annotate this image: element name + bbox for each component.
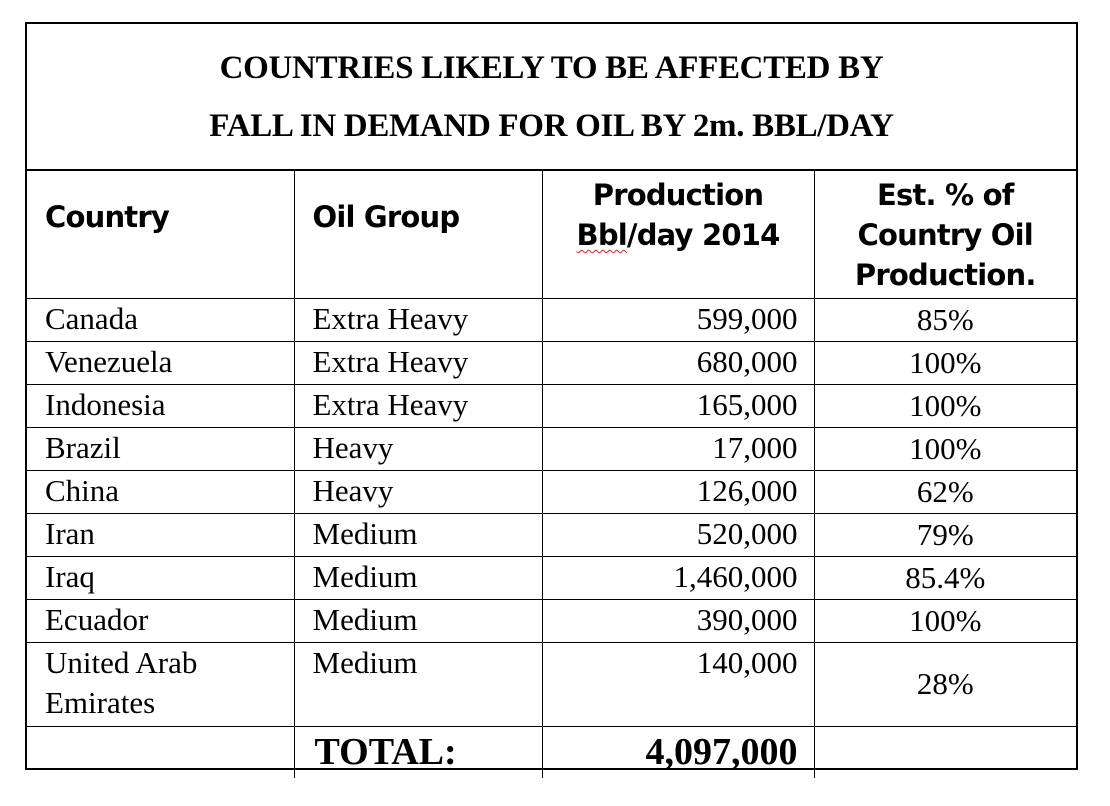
country-cell: Brazil xyxy=(27,427,294,470)
pct-cell: 100% xyxy=(814,599,1076,642)
title-line-2: FALL IN DEMAND FOR OIL BY 2m. BBL/DAY xyxy=(209,107,894,144)
pct-cell: 79% xyxy=(814,513,1076,556)
header-oil-group: Oil Group xyxy=(294,171,542,298)
total-empty-pct-cell xyxy=(814,726,1076,778)
pct-cell: 62% xyxy=(814,470,1076,513)
table-row xyxy=(27,384,1076,427)
country-cell: Canada xyxy=(27,298,294,341)
oil-group-cell: Heavy xyxy=(294,470,542,513)
header-production-line-2 xyxy=(543,215,814,255)
header-est-pct-line-3: Production. xyxy=(854,258,1036,292)
country-cell: Iraq xyxy=(27,556,294,599)
country-cell: Venezuela xyxy=(27,341,294,384)
table-row xyxy=(27,556,1076,599)
table-row xyxy=(27,599,1076,642)
country-cell-line-2: Emirates xyxy=(45,684,156,720)
table-title xyxy=(27,24,1076,171)
oil-production-table xyxy=(27,171,1076,778)
country-cell xyxy=(27,642,294,726)
production-cell: 390,000 xyxy=(542,599,814,642)
total-empty-cell xyxy=(27,726,294,778)
header-est-pct-line-1: Est. % of xyxy=(876,178,1014,212)
table-row xyxy=(27,341,1076,384)
production-cell: 680,000 xyxy=(542,341,814,384)
oil-demand-table-document xyxy=(25,22,1078,773)
pct-cell: 28% xyxy=(814,642,1076,726)
country-cell: Ecuador xyxy=(27,599,294,642)
production-cell: 1,460,000 xyxy=(542,556,814,599)
title-line-1: COUNTRIES LIKELY TO BE AFFECTED BY xyxy=(219,49,884,86)
country-cell: Indonesia xyxy=(27,384,294,427)
oil-group-cell: Extra Heavy xyxy=(294,298,542,341)
country-cell: China xyxy=(27,470,294,513)
total-label: TOTAL: xyxy=(294,726,542,778)
production-cell: 126,000 xyxy=(542,470,814,513)
pct-cell: 100% xyxy=(814,427,1076,470)
production-cell: 17,000 xyxy=(542,427,814,470)
country-cell: Iran xyxy=(27,513,294,556)
oil-group-cell: Extra Heavy xyxy=(294,384,542,427)
header-row xyxy=(27,171,1076,298)
oil-group-cell: Medium xyxy=(294,556,542,599)
oil-group-cell: Medium xyxy=(294,642,542,726)
country-cell-line-1: United Arab xyxy=(45,644,198,680)
header-production-line-1: Production xyxy=(592,178,764,212)
table-row xyxy=(27,298,1076,341)
header-production-bbl: Bbl xyxy=(576,218,627,252)
header-country: Country xyxy=(27,171,294,298)
oil-group-cell: Extra Heavy xyxy=(294,341,542,384)
pct-cell: 100% xyxy=(814,341,1076,384)
header-est-pct xyxy=(814,171,1076,298)
production-cell: 520,000 xyxy=(542,513,814,556)
table-row xyxy=(27,642,1076,726)
header-est-pct-line-2: Country Oil xyxy=(857,218,1033,252)
pct-cell: 85% xyxy=(814,298,1076,341)
table-row xyxy=(27,427,1076,470)
table-row xyxy=(27,513,1076,556)
pct-cell: 85.4% xyxy=(814,556,1076,599)
table-row xyxy=(27,470,1076,513)
total-row xyxy=(27,726,1076,778)
total-value: 4,097,000 xyxy=(542,726,814,778)
pct-cell: 100% xyxy=(814,384,1076,427)
production-cell: 599,000 xyxy=(542,298,814,341)
header-production-rest: /day 2014 xyxy=(626,218,780,252)
oil-group-cell: Medium xyxy=(294,513,542,556)
oil-group-cell: Medium xyxy=(294,599,542,642)
production-cell: 165,000 xyxy=(542,384,814,427)
production-cell: 140,000 xyxy=(542,642,814,726)
oil-group-cell: Heavy xyxy=(294,427,542,470)
header-production xyxy=(542,171,814,298)
